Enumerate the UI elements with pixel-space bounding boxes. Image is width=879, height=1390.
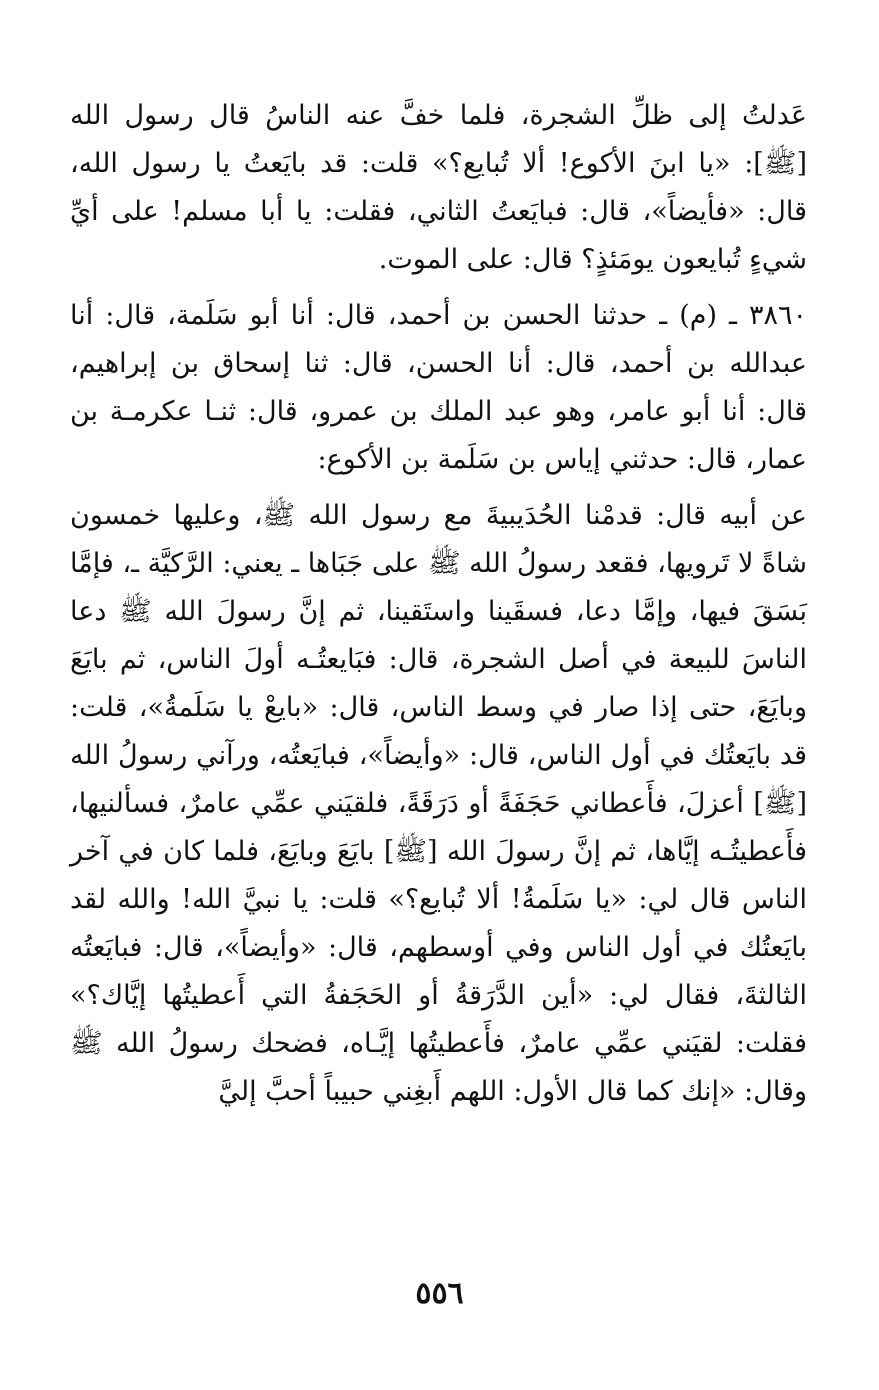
paragraph-1: عَدلتُ إلى ظلِّ الشجرة، فلما خفَّ عنه الناسُ قال رسول الله [ﷺ]: «يا ابنَ الأكوع! ألا تُبايع؟» قلت: قد بايَعتُ يا رسول الله، قال: «فأيضاً»، قال: فبايَعتُ الثاني، فقلت: يا أبا مسلم! على أيِّ شيءٍ تُبايعون يومَئذٍ؟ قال: على الموت.: [70, 100, 807, 275]
paragraph-2-hadith-3860: ٣٨٦٠ ـ (م) ـ حدثنا الحسن بن أحمد، قال: أنا أبو سَلَمة، قال: أنا عبدالله بن أحمد، قال: أنا الحسن، قال: ثنا إسحاق بن إبراهيم، قال: أنا أبو عامر، وهو عبد الملك بن عمرو، قال: ثنـا عكرمـة بن عمار، قال: حدثني إياس بن سَلَمة بن الأكوع:: [70, 300, 807, 475]
page-number: ٥٥٦: [415, 1276, 464, 1311]
page-text-block: [70, 92, 807, 1116]
paragraph-3: عن أبيه قال: قدمْنا الحُدَيبيةَ مع رسول الله ﷺ، وعليها خمسون شاةً لا تَرويها، فقعد رسولُ الله ﷺ على جَبَاها ـ يعني: الرَّكيَّة ـ، فإمَّا بَسَقَ فيها، وإمَّا دعا، فسقَينا واستَقينا، ثم إنَّ رسولَ الله ﷺ دعا الناسَ للبيعة في أصل الشجرة، قال: فبَايعتُـه أولَ الناس، ثم بايَعَ وبايَعَ، حتى إذا صار في وسط الناس، قال: «بايعْ يا سَلَمةُ»، قلت: قد بايَعتُك في أول الناس، قال: «وأيضاً»، فبايَعتُه، ورآني رسولُ الله [ﷺ] أعزلَ، فأَعطاني حَجَفَةً أو دَرَقَةً، فلقيَني عمِّي عامرٌ، فسألنيها، فأَعطيتُـه إيَّاها، ثم إنَّ رسولَ الله [ﷺ] بايَعَ وبايَعَ، فلما كان في آخر الناس قال لي: «يا سَلَمةُ! ألا تُبايع؟» قلت: يا نبيَّ الله! والله لقد بايَعتُك في أول الناس وفي أوسطهم، قال: «وأيضاً»، قال: فبايَعتُه الثالثةَ، فقال لي: «أين الدَّرَقةُ أو الحَجَفةُ التي أَعطيتُها إيَّاك؟» فقلت: لقيَني عمِّي عامرٌ، فأَعطيتُها إيَّـاه، فضحك رسولُ الله ﷺ وقال: «إنك كما قال الأول: اللهم أَبغِني حبيباً أحبَّ إليَّ: [70, 500, 807, 1107]
